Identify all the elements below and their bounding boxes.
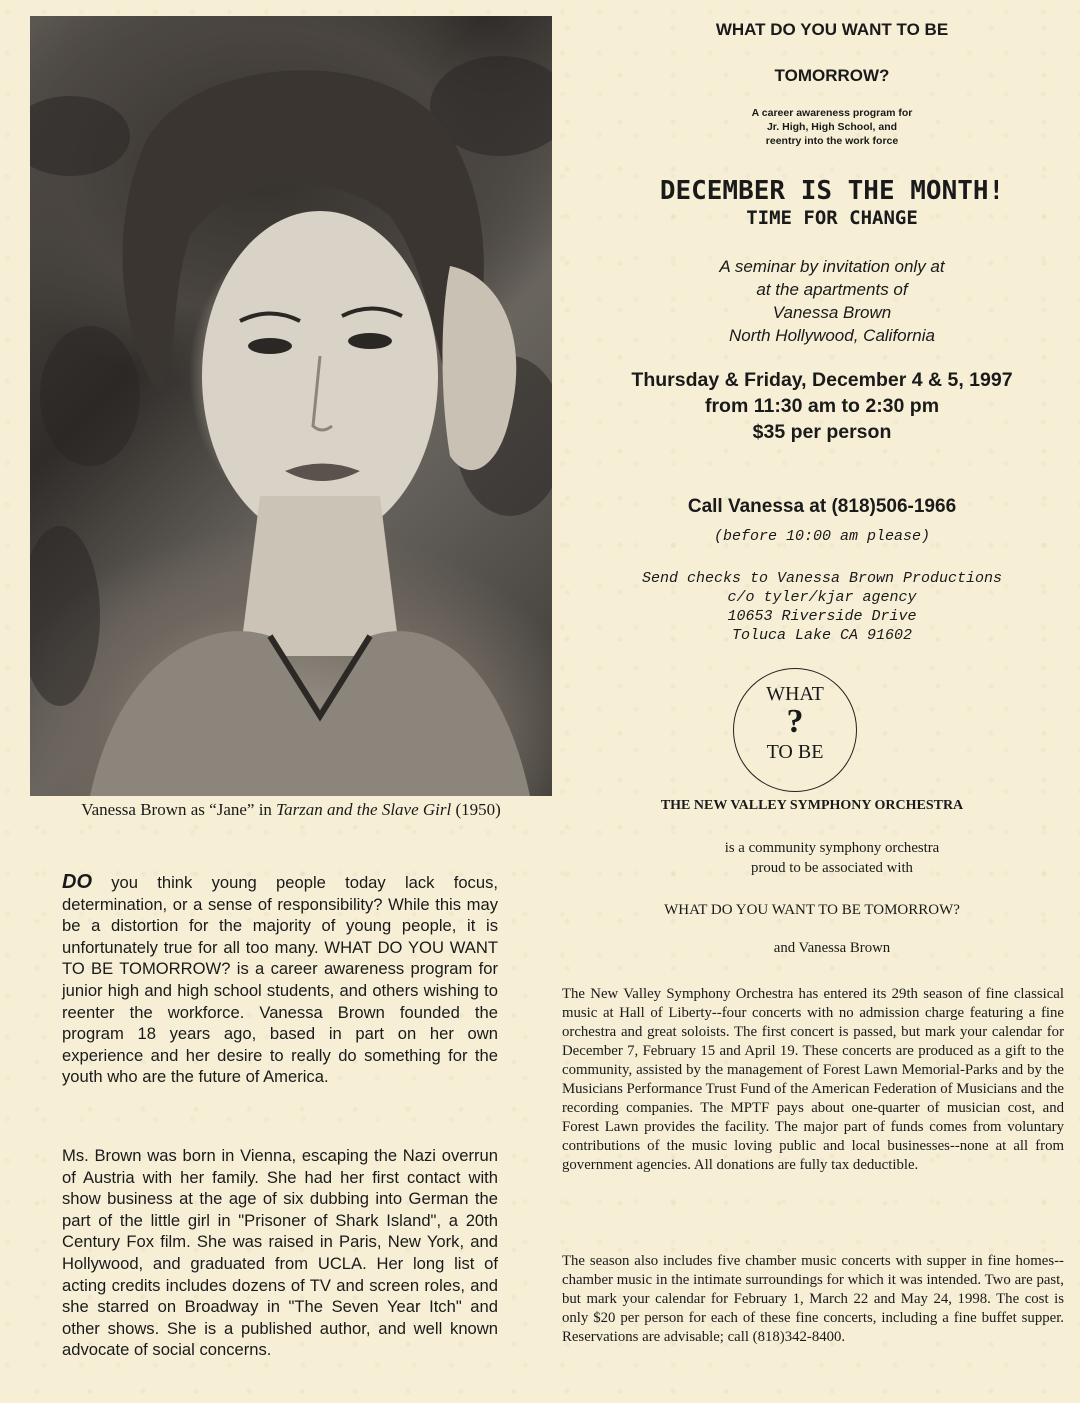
program-title-line2: TOMORROW? — [774, 66, 890, 85]
caption-year: (1950) — [451, 800, 501, 819]
seminar-line: at the apartments of — [756, 280, 908, 299]
question-mark-icon: ? — [786, 703, 804, 740]
orchestra-name: THE NEW VALLEY SYMPHONY ORCHESTRA — [660, 798, 964, 813]
seminar-line: North Hollywood, California — [729, 326, 935, 345]
portrait-illustration — [30, 16, 552, 796]
call-phone: Call Vanessa at (818)506-1966 — [687, 496, 957, 517]
event-date: Thursday & Friday, December 4 & 5, 1997 — [631, 369, 1013, 391]
intro-body: you think young people today lack focus, determination, or a sense of responsibility? While this may be a distortion for the majority of young people, it is unfortunately true for all too many. WHAT DO YOU WANT TO BE TOMORROW? is a career awareness program for junior high and high school students, and others wishing to reenter the workforce. Vanessa Brown founded the program 18 years ago, based in part on her own experience and her desire to really do something for the youth who are the future of America. — [62, 873, 498, 1087]
orchestra-line: proud to be associated with — [751, 860, 913, 876]
caption-film-title: Tarzan and the Slave Girl — [276, 800, 452, 819]
what-to-be-logo — [733, 668, 857, 792]
mailing-address — [582, 569, 1062, 645]
orchestra-intro — [632, 838, 1032, 878]
logo-top-text: WHAT — [766, 683, 824, 705]
event-date-block — [582, 367, 1062, 445]
portrait-photo — [30, 16, 552, 796]
address-line: Send checks to Vanessa Brown Productions — [641, 570, 1003, 587]
program-subtitle — [662, 106, 1002, 148]
address-line: c/o tyler/kjar agency — [727, 589, 917, 606]
seminar-info — [632, 255, 1032, 347]
address-line: Toluca Lake CA 91602 — [731, 627, 913, 644]
intro-lead-word: DO — [62, 871, 92, 893]
photo-caption — [30, 800, 552, 820]
and-vanessa: and Vanessa Brown — [773, 940, 891, 956]
subtitle-line: reentry into the work force — [765, 135, 899, 147]
seminar-line: A seminar by invitation only at — [719, 257, 945, 276]
event-price: $35 per person — [752, 421, 892, 443]
chamber-music-paragraph: The season also includes five chamber music concerts with supper in fine homes--chamber music in the intimate surroundings for which it was intended. Two are past, but mark your calendar for February 1, March 22 and May 24, 1998. The cost is only $20 per person for each of these fine concerts, including a fine buffet supper. Reservations are advisable; call (818)342-8400. — [562, 1253, 1064, 1345]
bio-paragraph: Ms. Brown was born in Vienna, escaping the Nazi overrun of Austria with her family. She had her first contact with show business at the age of six dubbing into German the part of the little girl in "Prisoner of Shark Island", a 20th Century Fox film. She was raised in Paris, New York, and Hollywood, and graduated from UCLA. Her long list of acting credits includes dozens of TV and screen roles, and she starred on Broadway in "The Seven Year Itch" and other shows. She is a published author, and well known advocate of social concerns. — [62, 1146, 498, 1360]
headline: DECEMBER IS THE MONTH! — [659, 176, 1005, 206]
caption-prefix: Vanessa Brown as “Jane” in — [81, 800, 277, 819]
event-time: from 11:30 am to 2:30 pm — [704, 395, 940, 417]
call-note: (before 10:00 am please) — [713, 528, 931, 545]
subtitle-line: Jr. High, High School, and — [766, 121, 898, 133]
logo-bottom-text: TO BE — [766, 741, 824, 763]
orchestra-line: is a community symphony orchestra — [724, 840, 940, 856]
program-title-line1: WHAT DO YOU WANT TO BE — [715, 20, 949, 39]
program-name: WHAT DO YOU WANT TO BE TOMORROW? — [664, 902, 960, 918]
intro-paragraph — [62, 872, 498, 1088]
orchestra-season-paragraph: The New Valley Symphony Orchestra has entered its 29th season of fine classical music at Hall of Liberty--four concerts with no admission charge featuring a fine orchestra and great soloists. The first concert is passed, but mark your calendar for December 7, February 15 and April 19. These concerts are produced as a gift to the community, assisted by the management of Forest Lawn Memorial-Parks and by the Musicians Performance Trust Fund of the American Federation of Musicians and the recording companies. The MPTF pays about one-quarter of musician cost, and Forest Lawn provides the facility. The major part of funds comes from voluntary contributions of the music loving public and local businesses--none at all from government agencies. All donations are fully tax deductible. — [562, 986, 1064, 1173]
seminar-line: Vanessa Brown — [772, 303, 892, 322]
subtitle-line: A career awareness program for — [751, 107, 913, 119]
address-line: 10653 Riverside Drive — [727, 608, 917, 625]
subheadline: TIME FOR CHANGE — [746, 207, 918, 229]
